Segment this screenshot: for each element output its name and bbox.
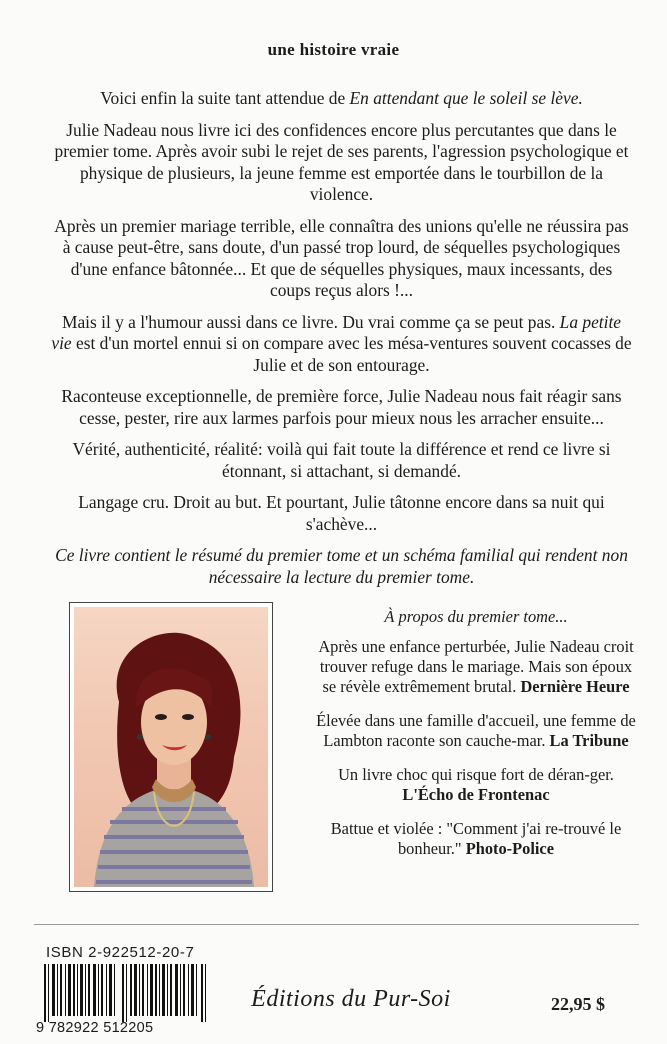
review-text: Battue et violée : "Comment j'ai re-trouvé le bonheur."	[330, 819, 622, 858]
review-text: Un livre choc qui risque fort de déran-ger.	[338, 765, 614, 784]
blurb	[50, 88, 633, 598]
review-text: Élevée dans une famille d'accueil, une femme de Lambton raconte son cauche-mar.	[316, 711, 636, 750]
author-portrait-illustration	[74, 607, 268, 887]
reviews-section	[316, 607, 636, 873]
blurb-paragraph-1	[50, 88, 633, 110]
author-photo-frame	[69, 602, 273, 892]
barcode-number: 9 782922 512205	[36, 1020, 154, 1036]
blurb-text: Mais il y a l'humour aussi dans ce livre. Du vrai comme ça se peut pas.	[61, 311, 560, 332]
blurb-text: est d'un mortel ennui si on compare avec les mésa-ventures souvent cocasses de Julie et de son entourage.	[71, 333, 632, 375]
blurb-paragraph-6: Vérité, authenticité, réalité: voilà qui fait toute la différence et rend ce livre si étonnant, si attachant, si demandé.	[72, 439, 611, 481]
book-title-reference: En attendant que le soleil se lève.	[349, 88, 583, 108]
author-photo	[74, 607, 268, 887]
review-source: L'Écho de Frontenac	[402, 785, 550, 804]
blurb-paragraph-2: Julie Nadeau nous livre ici des confidences encore plus percutantes que dans le premier tome. Après avoir subi le rejet de ses parents, l'agression psychologique et physique de plusieurs, la jeune femme est emportée dans le tourbillon de la violence.	[54, 119, 629, 204]
blurb-paragraph-4	[50, 312, 633, 377]
review-quote	[316, 765, 636, 805]
publisher-logo: Éditions du Pur-Soi	[251, 986, 451, 1012]
blurb-paragraph-3: Après un premier mariage terrible, elle connaîtra des unions qu'elle ne réussira pas à cause peut-être, sans doute, d'un passé trop lourd, de séquelles psychologiques d'une enfance bâtonnée... Et que de séquelles physiques, maux incessants, des coups reçus alors !...	[54, 215, 629, 300]
review-source: Photo-Police	[465, 839, 554, 858]
blurb-note: Ce livre contient le résumé du premier tome et un schéma familial qui rendent non nécessaire la lecture du premier tome.	[55, 545, 628, 587]
review-source: La Tribune	[549, 731, 629, 750]
show-title-reference: La petite vie	[51, 311, 621, 353]
cover-heading: une histoire vraie	[267, 40, 400, 59]
price-label: 22,95 $	[551, 994, 605, 1014]
review-quote	[316, 637, 636, 697]
blurb-paragraph-5: Raconteuse exceptionnelle, de première force, Julie Nadeau nous fait réagir sans cesse, pester, rire aux larmes parfois pour mieux nous les arracher ensuite...	[61, 386, 622, 428]
isbn-label: ISBN 2-922512-20-7	[46, 944, 195, 961]
review-text: Après une enfance perturbée, Julie Nadeau croit trouver refuge dans le mariage. Mais son époux se révèle extrêmement brutal.	[318, 637, 634, 696]
review-quote	[316, 711, 636, 751]
reviews-heading: À propos du premier tome...	[384, 607, 568, 626]
review-quote	[316, 819, 636, 859]
blurb-text: Voici enfin la suite tant attendue de	[100, 88, 350, 108]
divider	[34, 924, 639, 925]
blurb-paragraph-7: Langage cru. Droit au but. Et pourtant, Julie tâtonne encore dans sa nuit qui s'achève...	[78, 492, 605, 534]
review-source: Dernière Heure	[520, 677, 630, 696]
barcode-icon	[44, 964, 208, 1022]
